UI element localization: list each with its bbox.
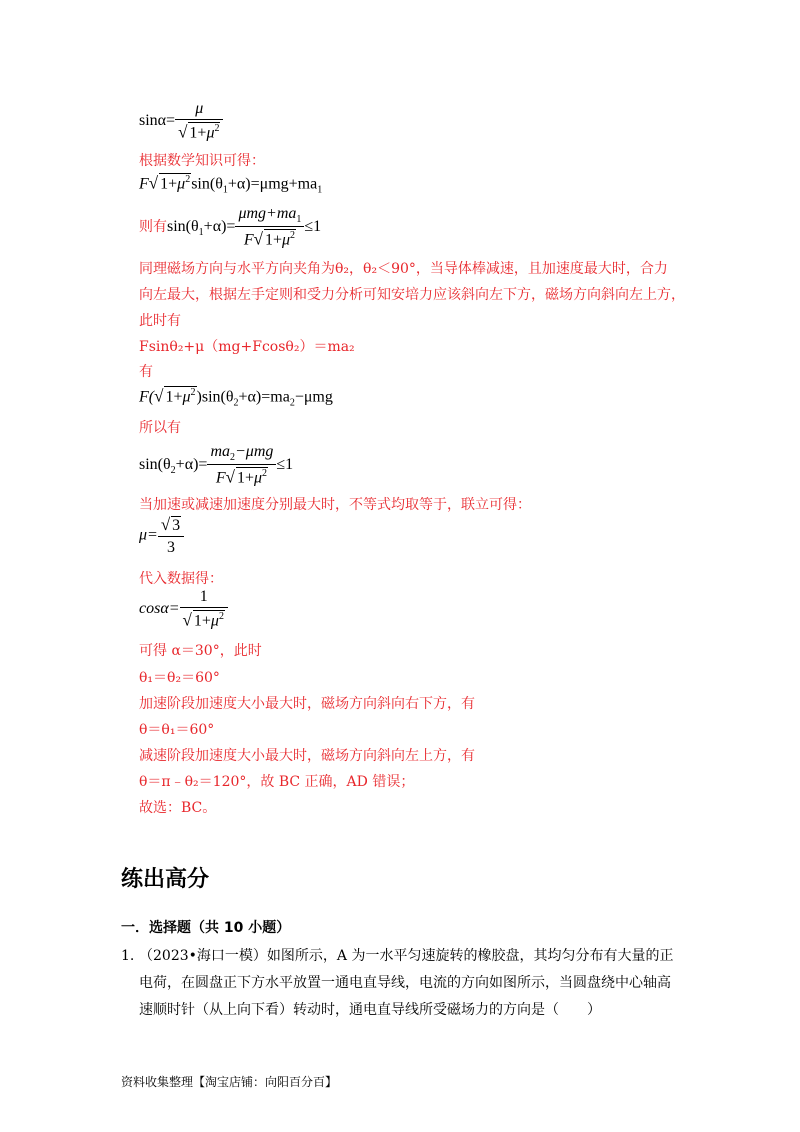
sqrt-body [193,610,225,630]
eq-text: +α)=ma [238,388,290,406]
fraction [175,100,223,142]
root-sign: √ [160,515,171,534]
denominator [175,120,223,142]
exponent: 2 [214,123,220,134]
eq-mu-value [139,515,184,557]
subscript: 1 [222,184,228,196]
subscript: 1 [317,184,323,196]
text-substitute: 代入数据得： [139,571,223,587]
text-decel-phase: 减速阶段加速度大小最大时，磁场方向斜向左上方，有 [139,748,475,764]
one-plus: 1+ [189,124,207,142]
mu-symbol: μ [281,231,290,249]
eq-text: μmg+ma [238,205,297,222]
eq-text: +α)= [203,217,236,235]
eq-symbol: F [139,175,149,193]
eq-symbol: F [215,469,226,487]
eq-text: sin(θ [139,455,171,473]
eq-sin-alpha [139,100,223,142]
subscript: 2 [289,397,295,409]
one-plus: 1+ [236,469,254,487]
mu-symbol: μ [177,175,186,193]
subscript: 1 [296,214,302,226]
sqrt-body [264,229,296,249]
sqrt-body [236,467,268,487]
text-alpha-30: 可得 α＝30°，此时 [139,643,262,659]
denominator [235,227,304,249]
text-when-max: 当加速或减速加速度分别最大时，不等式均取等于，联立可得： [139,497,531,513]
eq-text: F( [139,388,155,406]
text-same-reason: 同理磁场方向与水平方向夹角为θ₂，θ₂＜90°，当导体棒减速，且加速度最大时，合力 [139,261,668,277]
mu-symbol: μ [195,100,204,117]
fraction [180,588,228,630]
numerator: 1 [180,588,228,608]
eq-then-have [139,205,321,250]
leq-one: ≤1 [304,217,322,235]
fraction [158,515,184,557]
subscript: 2 [230,452,235,464]
text-at-this-time: 此时有 [139,313,181,329]
fraction [235,205,304,250]
eq-text: cosα= [139,599,180,617]
eq-text: sin(θ [191,175,223,193]
mu-symbol: μ [210,612,219,630]
section-title: 一．选择题（共 10 小题） [121,920,291,936]
eq-decel-inequality [139,443,293,488]
exponent: 2 [218,611,224,622]
numerator [175,100,223,120]
denominator [207,465,276,487]
text-accel-phase: 加速阶段加速度大小最大时，磁场方向斜向右下方，有 [139,696,475,712]
subscript: 2 [233,397,239,409]
one-plus: 1+ [160,175,178,193]
mu-symbol: μ [253,469,262,487]
numerator [158,515,184,537]
question-text: （2023•海口一模）如图所示，A 为一水平匀速旋转的橡胶盘，其均匀分布有大量的正电荷，在圆盘正下方水平放置一通电直导线，电流的方向如图所示，当圆盘绕中心轴高速顺时针（从上向下看）转动时，通电直导线所受磁场力的方向是（ ） [139,948,674,1018]
root-sign: √ [253,229,263,249]
section-heading: 练出高分 [121,867,210,892]
eq-text: −μmg [235,443,274,460]
numerator [207,443,276,465]
text-theta-120: θ＝π﹣θ₂＝120°，故 BC 正确，AD 错误； [139,774,415,790]
eq-text: ma [210,443,230,460]
sqrt-body [188,122,220,142]
leq-one: ≤1 [276,455,294,473]
one-plus: 1+ [165,388,183,406]
eq-text: )sin(θ [196,388,234,406]
eq-text: μ= [139,526,158,544]
root-sign: √ [182,610,192,630]
root-sign: √ [225,467,235,487]
text-theta-equal: θ₁＝θ₂＝60° [139,670,220,686]
eq-force-balance [139,173,322,196]
text-theta-60: θ＝θ₁＝60° [139,722,215,738]
subscript: 1 [198,227,204,239]
one-plus: 1+ [193,612,211,630]
eq-text: −μmg [294,388,333,406]
eq-text: sin(θ [167,217,199,235]
exponent: 2 [190,387,196,398]
footer-text: 资料收集整理【淘宝店铺：向阳百分百】 [121,1075,338,1089]
mu-symbol: μ [206,124,215,142]
denominator [180,608,228,630]
eq-f-sin-theta2: Fsinθ₂+μ（mg+Fcosθ₂）＝ma₂ [139,339,355,355]
question-number: 1. [121,948,135,964]
exponent: 2 [262,468,267,480]
eq-text: sinα= [139,111,176,129]
one-plus: 1+ [264,231,282,249]
sqrt-body: 3 [172,517,181,534]
numerator [235,205,304,227]
fraction [207,443,276,488]
text-math-knowledge: 根据数学知识可得： [139,153,265,169]
eq-text: +α)=μmg+ma [227,175,318,193]
sqrt-body [164,386,196,406]
eq-text: +α)= [175,455,208,473]
root-sign: √ [178,122,188,142]
text-so-have: 所以有 [139,420,181,436]
question-1 [121,943,681,1024]
exponent: 2 [185,174,191,185]
text-answer: 故选：BC。 [139,800,217,816]
text-same-reason-2: 向左最大，根据左手定则和受力分析可知安培力应该斜向左下方，磁场方向斜向左上方， [139,287,685,303]
text-have: 有 [139,364,153,380]
subscript: 2 [170,465,176,477]
root-sign: √ [148,173,159,193]
exponent: 2 [290,230,295,242]
denominator: 3 [167,539,175,556]
sqrt-body [159,173,191,193]
root-sign: √ [154,386,164,406]
eq-symbol: F [243,231,254,249]
then-have-label: 则有 [139,218,167,235]
mu-symbol: μ [182,388,191,406]
eq-decel-balance [139,386,333,409]
eq-cos-alpha [139,588,228,630]
